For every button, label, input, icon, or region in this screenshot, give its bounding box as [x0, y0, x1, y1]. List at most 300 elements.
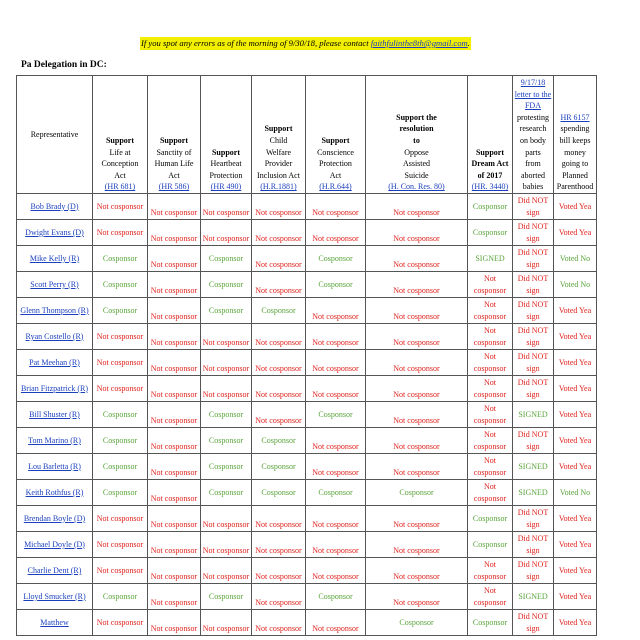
status-cell [93, 194, 148, 220]
status-cell [366, 584, 468, 610]
status-text: Not cosponsor [473, 481, 507, 503]
representative-cell [17, 506, 93, 532]
representative-link[interactable]: Lloyd Smucker (R) [23, 591, 86, 601]
column-header [252, 76, 306, 194]
status-text: Not cosponsor [255, 363, 302, 373]
status-text: Not cosponsor [96, 357, 144, 367]
status-cell [554, 402, 597, 428]
status-cell [468, 194, 513, 220]
representative-link[interactable]: Keith Rothfus (R) [25, 487, 84, 497]
status-text: Voted Yea [558, 565, 592, 575]
status-text: Not cosponsor [150, 441, 198, 451]
status-cell [554, 454, 597, 480]
bill-link[interactable]: (HR 681) [104, 182, 136, 192]
status-cell [306, 246, 366, 272]
status-text: Voted Yea [558, 331, 592, 341]
status-cell [252, 350, 306, 376]
column-header-label: Support [321, 136, 350, 146]
status-cell [252, 584, 306, 610]
status-text: Not cosponsor [150, 337, 198, 347]
status-text: Not cosponsor [312, 519, 359, 529]
status-text: Not cosponsor [473, 273, 507, 295]
status-text: Cosponsor [102, 461, 138, 471]
status-cell [468, 220, 513, 246]
status-cell [306, 454, 366, 480]
table-row [17, 610, 597, 636]
status-cell [468, 480, 513, 506]
table-row [17, 532, 597, 558]
status-text: Cosponsor [472, 201, 508, 211]
status-text: Voted Yea [558, 227, 592, 237]
status-cell [366, 506, 468, 532]
status-text: Not cosponsor [202, 337, 250, 347]
status-text: Not cosponsor [473, 585, 507, 607]
column-header-label: Conception [101, 159, 139, 169]
representative-link[interactable]: Glenn Thompson (R) [20, 305, 89, 315]
table-row [17, 428, 597, 454]
status-text: Not cosponsor [255, 285, 302, 295]
status-cell [366, 610, 468, 636]
column-header-label: Welfare [265, 147, 292, 157]
status-cell [306, 194, 366, 220]
column-header-label: money [564, 147, 586, 157]
status-cell [366, 324, 468, 350]
status-cell [306, 558, 366, 584]
status-text: SIGNED [518, 487, 548, 497]
status-cell [306, 220, 366, 246]
column-header-label: Life at [109, 147, 131, 157]
status-cell [148, 506, 201, 532]
status-cell [148, 376, 201, 402]
status-cell [554, 298, 597, 324]
status-text: Did NOT sign [517, 507, 549, 529]
status-text: Did NOT sign [517, 299, 549, 321]
column-header-label: Provider [264, 159, 293, 169]
status-text: Not cosponsor [312, 389, 359, 399]
table-row [17, 558, 597, 584]
status-cell [554, 558, 597, 584]
status-text: Not cosponsor [393, 337, 440, 347]
status-cell [252, 220, 306, 246]
status-text: Not cosponsor [393, 415, 440, 425]
column-header [17, 76, 93, 194]
representative-cell [17, 246, 93, 272]
table-row [17, 272, 597, 298]
column-header-label: Human Life [154, 159, 194, 169]
status-cell [513, 194, 554, 220]
status-text: SIGNED [518, 591, 548, 601]
status-text: Not cosponsor [393, 467, 440, 477]
status-text: Not cosponsor [312, 545, 359, 555]
status-text: Not cosponsor [150, 571, 198, 581]
column-header-label: Assisted [402, 159, 431, 169]
status-cell [554, 194, 597, 220]
status-cell [201, 454, 252, 480]
status-cell [93, 506, 148, 532]
status-text: Not cosponsor [312, 337, 359, 347]
status-text: Not cosponsor [255, 623, 302, 633]
column-header-label: Sanctity of [156, 147, 192, 157]
bill-link[interactable]: (H.R.644) [319, 182, 352, 192]
column-header [468, 76, 513, 194]
status-cell [252, 480, 306, 506]
status-cell [366, 558, 468, 584]
status-cell [513, 454, 554, 480]
representative-link[interactable]: Mike Kelly (R) [29, 253, 80, 263]
representative-link[interactable]: Charlie Dent (R) [27, 565, 82, 575]
page-heading: Pa Delegation in DC: [21, 60, 107, 70]
status-cell [366, 454, 468, 480]
status-cell [201, 246, 252, 272]
representative-cell [17, 298, 93, 324]
status-cell [468, 584, 513, 610]
status-text: Not cosponsor [150, 285, 198, 295]
status-text: Not cosponsor [255, 519, 302, 529]
status-cell [93, 532, 148, 558]
status-text: Cosponsor [208, 487, 244, 497]
status-text: Not cosponsor [312, 233, 359, 243]
status-text: Not cosponsor [96, 539, 144, 549]
status-cell [148, 324, 201, 350]
status-text: Voted Yea [558, 513, 592, 523]
table-row [17, 480, 597, 506]
status-text: Did NOT sign [517, 559, 549, 581]
status-text: Cosponsor [318, 487, 353, 497]
status-cell [201, 558, 252, 584]
representative-link[interactable]: Matthew [40, 617, 69, 627]
representative-link[interactable]: Michael Doyle (D) [24, 539, 85, 549]
status-text: Not cosponsor [312, 363, 359, 373]
table-row [17, 350, 597, 376]
status-text: Not cosponsor [150, 623, 198, 633]
status-cell [366, 246, 468, 272]
status-text: Not cosponsor [150, 207, 198, 217]
status-text: Cosponsor [399, 617, 434, 627]
notice-banner [140, 37, 471, 50]
status-cell [554, 272, 597, 298]
status-text: Not cosponsor [150, 493, 198, 503]
status-cell [306, 402, 366, 428]
column-header-label: going to [561, 159, 589, 169]
status-text: Not cosponsor [255, 233, 302, 243]
status-text: Voted Yea [558, 201, 592, 211]
status-cell [148, 558, 201, 584]
status-text: Not cosponsor [150, 467, 198, 477]
column-header-label: Oppose [404, 147, 429, 157]
representative-link[interactable]: Bob Brady (D) [30, 201, 79, 211]
table-row [17, 324, 597, 350]
status-cell [513, 298, 554, 324]
status-text: Voted Yea [558, 357, 592, 367]
status-text: Not cosponsor [255, 389, 302, 399]
status-cell [554, 324, 597, 350]
status-text: SIGNED [475, 253, 505, 263]
status-text: Not cosponsor [255, 545, 302, 555]
column-header-label: Representative [30, 129, 79, 139]
status-text: Not cosponsor [473, 377, 507, 399]
status-text: Voted Yea [558, 409, 592, 419]
column-header-label: protesting [517, 112, 549, 122]
status-cell [468, 298, 513, 324]
representative-cell [17, 610, 93, 636]
status-text: Not cosponsor [96, 331, 144, 341]
bill-link[interactable]: (HR 586) [158, 182, 190, 192]
column-header-label: from [525, 159, 541, 169]
status-text: Cosponsor [208, 253, 244, 263]
status-cell [513, 506, 554, 532]
status-cell [148, 532, 201, 558]
status-cell [148, 480, 201, 506]
status-text: Not cosponsor [202, 389, 250, 399]
column-header [93, 76, 148, 194]
representative-link[interactable]: Dwight Evans (D) [25, 227, 84, 237]
status-text: Cosponsor [102, 305, 138, 315]
status-text: Not cosponsor [312, 207, 359, 217]
status-cell [468, 428, 513, 454]
status-text: Voted Yea [558, 305, 592, 315]
status-text: Not cosponsor [255, 415, 302, 425]
status-cell [468, 558, 513, 584]
status-text: Not cosponsor [393, 597, 440, 607]
status-text: Not cosponsor [473, 559, 507, 581]
table-row [17, 454, 597, 480]
representative-cell [17, 584, 93, 610]
representative-link[interactable]: Lou Barletta (R) [28, 461, 81, 471]
status-cell [252, 558, 306, 584]
status-text: Voted Yea [558, 461, 592, 471]
status-cell [513, 272, 554, 298]
status-cell [148, 272, 201, 298]
status-cell [201, 220, 252, 246]
status-text: Not cosponsor [96, 201, 144, 211]
column-header-label: Child [269, 136, 288, 146]
status-text: Not cosponsor [150, 259, 198, 269]
status-text: Not cosponsor [393, 233, 440, 243]
column-header-label: Protection [319, 159, 352, 169]
column-header-label: Support [475, 147, 504, 157]
bill-link[interactable]: HR 6157 [560, 112, 590, 122]
status-cell [148, 402, 201, 428]
status-text: Not cosponsor [393, 441, 440, 451]
table-row [17, 298, 597, 324]
status-cell [201, 610, 252, 636]
status-cell [148, 220, 201, 246]
bill-link[interactable]: (H.R.1881) [260, 182, 297, 192]
representative-link[interactable]: Brian Fitzpatrick (R) [20, 383, 89, 393]
status-cell [554, 428, 597, 454]
status-text: Did NOT sign [517, 351, 549, 373]
status-text: Not cosponsor [255, 207, 302, 217]
status-cell [201, 428, 252, 454]
representative-cell [17, 480, 93, 506]
status-text: Not cosponsor [255, 571, 302, 581]
status-text: Voted Yea [558, 383, 592, 393]
status-cell [468, 506, 513, 532]
status-cell [148, 428, 201, 454]
status-cell [93, 402, 148, 428]
status-cell [554, 246, 597, 272]
status-text: Voted Yea [558, 539, 592, 549]
status-text: Did NOT sign [517, 195, 549, 217]
status-cell [468, 376, 513, 402]
status-text: Not cosponsor [312, 311, 359, 321]
status-text: Not cosponsor [202, 363, 250, 373]
status-cell [513, 480, 554, 506]
status-cell [201, 506, 252, 532]
representative-link[interactable]: Scott Perry (R) [30, 279, 79, 289]
representative-link[interactable]: Ryan Costello (R) [25, 331, 84, 341]
status-cell [306, 584, 366, 610]
status-cell [513, 584, 554, 610]
status-text: Not cosponsor [393, 259, 440, 269]
notice-suffix: . [467, 38, 470, 48]
status-cell [468, 610, 513, 636]
status-cell [513, 532, 554, 558]
representative-link[interactable]: Tom Marino (R) [28, 435, 81, 445]
status-text: Did NOT sign [517, 221, 549, 243]
status-cell [148, 584, 201, 610]
table-row [17, 246, 597, 272]
status-cell [148, 610, 201, 636]
status-cell [513, 350, 554, 376]
table-row [17, 376, 597, 402]
status-text: Not cosponsor [473, 351, 507, 373]
column-header-label: babies [522, 182, 544, 192]
status-cell [201, 272, 252, 298]
status-cell [468, 402, 513, 428]
representative-link[interactable]: Brendan Boyle (D) [23, 513, 86, 523]
status-cell [148, 246, 201, 272]
status-text: Voted Yea [558, 591, 592, 601]
column-header-label: resolution [399, 124, 434, 134]
representative-link[interactable]: Pat Meehan (R) [29, 357, 80, 367]
status-text: Cosponsor [102, 409, 138, 419]
representative-cell [17, 454, 93, 480]
status-cell [306, 480, 366, 506]
status-text: Not cosponsor [96, 227, 144, 237]
status-text: Not cosponsor [150, 389, 198, 399]
status-text: Not cosponsor [202, 545, 250, 555]
status-text: Cosponsor [208, 461, 244, 471]
status-cell [201, 324, 252, 350]
status-cell [93, 298, 148, 324]
status-text: Cosponsor [102, 487, 138, 497]
column-header [148, 76, 201, 194]
status-cell [468, 246, 513, 272]
status-text: Cosponsor [472, 617, 508, 627]
status-text: Cosponsor [318, 409, 353, 419]
status-cell [252, 428, 306, 454]
column-header-label: Support [105, 136, 134, 146]
status-cell [366, 376, 468, 402]
status-cell [148, 350, 201, 376]
representative-cell [17, 324, 93, 350]
column-header [366, 76, 468, 194]
column-header-label: Conscience [317, 147, 354, 157]
status-cell [306, 376, 366, 402]
status-text: Not cosponsor [255, 259, 302, 269]
column-header-label: bill keeps [559, 136, 591, 146]
bill-link[interactable]: (HR. 3440) [471, 182, 509, 192]
column-header [306, 76, 366, 194]
column-header-label: to [413, 136, 420, 146]
status-cell [201, 376, 252, 402]
status-text: Not cosponsor [150, 233, 198, 243]
bill-link[interactable]: (HR 490) [210, 182, 242, 192]
status-text: Not cosponsor [312, 571, 359, 581]
status-text: Not cosponsor [202, 623, 250, 633]
representative-cell [17, 558, 93, 584]
status-text: Not cosponsor [150, 545, 198, 555]
status-cell [513, 246, 554, 272]
status-text: Not cosponsor [96, 617, 144, 627]
status-cell [366, 220, 468, 246]
column-header-label: Planned [562, 170, 588, 180]
column-header-label: Act [114, 170, 126, 180]
status-cell [252, 532, 306, 558]
status-text: Did NOT sign [517, 247, 549, 269]
status-cell [306, 272, 366, 298]
status-text: Not cosponsor [150, 311, 198, 321]
status-cell [93, 480, 148, 506]
status-text: Not cosponsor [393, 571, 440, 581]
status-text: Not cosponsor [393, 519, 440, 529]
status-text: Not cosponsor [393, 363, 440, 373]
status-cell [148, 194, 201, 220]
status-text: Not cosponsor [96, 383, 144, 393]
column-header-label: Protection [209, 170, 243, 180]
representative-cell [17, 350, 93, 376]
status-cell [554, 350, 597, 376]
status-text: Not cosponsor [202, 207, 250, 217]
status-text: Not cosponsor [96, 513, 144, 523]
representative-cell [17, 376, 93, 402]
status-cell [201, 298, 252, 324]
column-header [201, 76, 252, 194]
status-text: Not cosponsor [255, 597, 302, 607]
status-text: Voted No [559, 279, 591, 289]
bill-link[interactable]: (H. Con. Res. 80) [388, 182, 445, 192]
status-cell [366, 350, 468, 376]
column-header [554, 76, 597, 194]
status-text: Cosponsor [318, 253, 353, 263]
status-cell [554, 532, 597, 558]
representative-cell [17, 402, 93, 428]
status-text: Cosponsor [472, 227, 508, 237]
status-cell [252, 610, 306, 636]
bill-link[interactable]: 9/17/18 letter to the FDA [514, 78, 552, 111]
status-cell [93, 584, 148, 610]
status-text: Did NOT sign [517, 273, 549, 295]
representative-link[interactable]: Bill Shuster (R) [29, 409, 80, 419]
status-cell [252, 506, 306, 532]
status-text: Cosponsor [208, 591, 244, 601]
status-cell [93, 246, 148, 272]
column-header-label: Heartbeat [210, 159, 242, 169]
column-header-label: Support the [396, 112, 437, 122]
status-text: Not cosponsor [473, 299, 507, 321]
representative-cell [17, 428, 93, 454]
status-cell [554, 584, 597, 610]
contact-email-link[interactable]: faithfulinthe8th@gmail.com [370, 38, 468, 48]
status-text: Voted No [559, 253, 591, 263]
status-cell [252, 194, 306, 220]
status-text: Cosponsor [208, 409, 244, 419]
status-cell [201, 194, 252, 220]
status-cell [554, 376, 597, 402]
status-text: Cosponsor [102, 591, 138, 601]
table-body [17, 194, 597, 636]
